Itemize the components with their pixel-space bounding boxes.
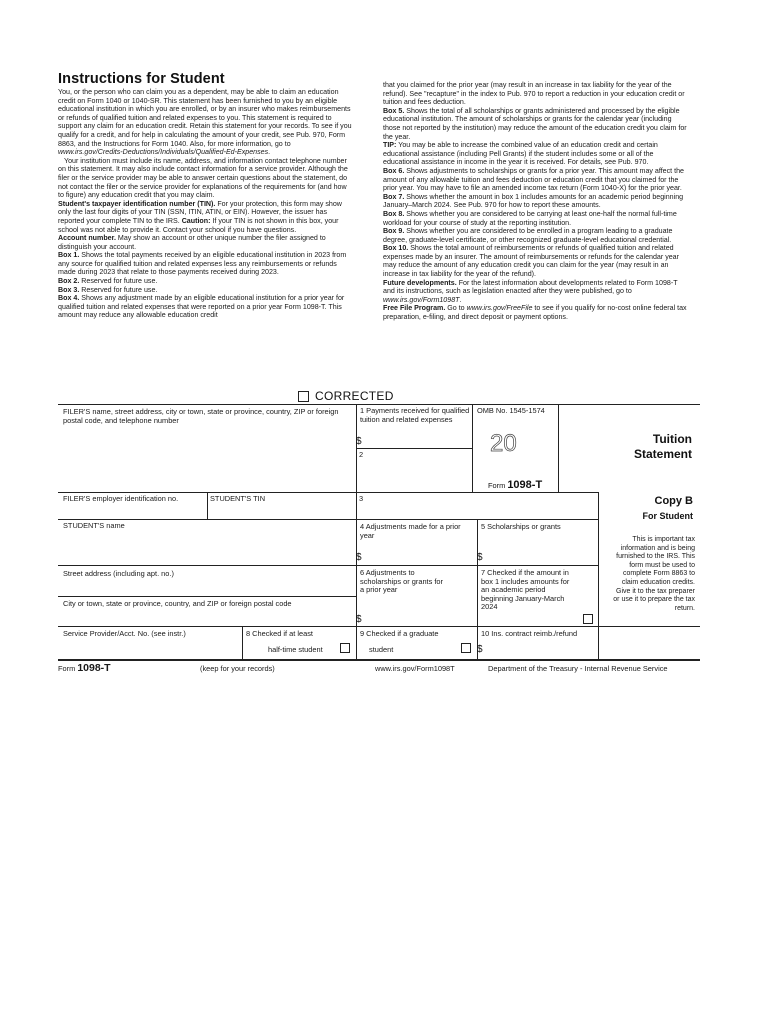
institution-paragraph: Your institution must include its name, address, and information contact telephone number on this statement. It may also include contact information for a service provider. Although the filer or the service provider may be able to answer certain questions about the statement, do not contact the filer or the service provider for explanations of the requirements for (and how to figure) any education credit that you may claim. (58, 156, 348, 200)
form1098t-link[interactable]: www.irs.gov/Form1098T (383, 295, 460, 304)
box1-payments-label: 1 Payments received for qualified tuition and related expenses (360, 406, 470, 424)
free-file-paragraph: Free File Program. Go to www.irs.gov/FreeFile to see if you qualify for no-cost online federal tax preparation, e-filing, and direct deposit or payment options. (383, 304, 687, 322)
street-address-field[interactable]: Street address (including apt. no.) (63, 569, 174, 578)
city-state-zip-field[interactable]: City or town, state or province, country, and ZIP or foreign postal code (63, 599, 292, 608)
box5-scholarships-label: 5 Scholarships or grants (481, 522, 561, 531)
box10-dollar[interactable]: $ (477, 644, 483, 655)
box2-label: 2 (359, 450, 364, 459)
footer-department: Department of the Treasury - Internal Revenue Service (488, 664, 668, 673)
box2-paragraph: Box 2. Reserved for future use. (58, 277, 158, 286)
box4-adjustments-label: 4 Adjustments made for a prior year (360, 522, 461, 540)
corrected-checkbox[interactable] (298, 391, 309, 402)
box8-paragraph: Box 8. Shows whether you are considered to be carrying at least one-half the normal full-time workload for your course of study at the reporting institution. (383, 209, 677, 227)
form-bottom-rule (58, 659, 700, 661)
box4-paragraph: Box 4. Shows any adjustment made by an eligible educational institution for a prior year for qualified tuition and related expenses that were reported on a prior year Form 1098-T. This amount may reduce any allowable education credit (58, 294, 345, 320)
future-developments-paragraph: Future developments. For the latest information about developments related to Form 1098-T and its instructions, such as legislation enacted after they were published, go to www.irs.gov/Form1098T. (383, 278, 678, 304)
box9-label: 9 Checked if a graduate student (360, 629, 439, 654)
footer-url[interactable]: www.irs.gov/Form1098T (375, 664, 455, 673)
corrected-row (298, 389, 394, 403)
box6-adjustments-label: 6 Adjustments to scholarships or grants for a prior year (360, 568, 443, 595)
credits-link[interactable]: www.irs.gov/Credits-Deductions/Individuals/Qualified-Ed-Expenses (58, 148, 269, 157)
student-tin-field[interactable]: STUDENT'S TIN (210, 494, 266, 503)
box4-continued: that you claimed for the prior year (may result in an increase in tax liability for the year of the refund). See "recapture" in the index to Pub. 970 to report a reduction in your education credit or tuition and fees deduction. (383, 81, 685, 107)
form-col-rule (207, 492, 208, 519)
box3-label: 3 (359, 494, 364, 503)
important-tax-notice: This is important tax information and is being furnished to the IRS. This form must be used to complete Form 8863 to claim education credits. Give it to the tax preparer or use it to prepare the tax return. (613, 536, 695, 612)
box8-checkbox[interactable] (340, 643, 350, 653)
form-divider (58, 492, 598, 493)
address-divider (58, 596, 356, 597)
footer-form-number: Form 1098-T (58, 662, 111, 674)
box6-dollar[interactable]: $ (356, 614, 362, 625)
box10-refund-label: 10 Ins. contract reimb./refund (481, 629, 578, 638)
tax-year: 20 (490, 430, 517, 457)
omb-number: OMB No. 1545-1574 (477, 406, 545, 415)
student-name-field[interactable]: STUDENT'S name (63, 521, 125, 530)
freefile-link[interactable]: www.irs.gov/FreeFile (466, 304, 533, 313)
form-divider (58, 626, 700, 627)
footer-keep-records: (keep for your records) (200, 664, 275, 673)
box7-paragraph: Box 7. Shows whether the amount in box 1 includes amounts for an academic period beginning January–March 2024. See Pub. 970 for how to report these amounts. (383, 192, 684, 210)
instructions-left-column (58, 88, 354, 320)
tip-paragraph: TIP: You may be able to increase the combined value of an education credit and certain educational assistance (including Pell Grants) if the student includes some or all of the educational assistance in income in the year it is received. For details, see Pub. 970. (383, 141, 658, 167)
form-number-label: Form 1098-T (488, 479, 543, 491)
box3-paragraph: Box 3. Reserved for future use. (58, 285, 158, 294)
form-divider (58, 519, 598, 520)
filer-name-field[interactable]: FILER'S name, street address, city or town, state or province, country, ZIP or foreign postal code, and telephone number (63, 407, 339, 425)
box6-paragraph: Box 6. Shows adjustments to scholarships or grants for a prior year. This amount may affect the amount of any allowable tuition and fees deduction or education credit that you claimed for the prior year. You may have to file an amended income tax return (Form 1040-X) for the prior year. (383, 166, 684, 193)
form-top-rule (58, 404, 700, 405)
form-col-rule (242, 626, 243, 660)
filer-ein-field[interactable]: FILER'S employer identification no. (63, 494, 179, 503)
form-col-rule (558, 404, 559, 492)
form-divider (356, 448, 472, 449)
box4-dollar[interactable]: $ (356, 552, 362, 563)
box1-dollar[interactable]: $ (356, 436, 362, 447)
instructions-right-column (383, 81, 689, 322)
for-student-label: For Student (642, 511, 693, 521)
box5-dollar[interactable]: $ (477, 552, 483, 563)
instructions-title: Instructions for Student (58, 71, 225, 87)
box7-checkbox[interactable] (583, 614, 593, 624)
form-col-rule (477, 519, 478, 660)
box7-label: 7 Checked if the amount in box 1 includes amounts for an academic period beginning January-March 2024 (481, 568, 570, 612)
form-title: Tuition Statement (633, 432, 692, 461)
form-divider (58, 565, 598, 566)
box9-paragraph: Box 9. Shows whether you are considered to be enrolled in a program leading to a graduate degree, graduate-level certificate, or other recognized graduate-level educational credential. (383, 227, 673, 244)
box10-paragraph: Box 10. Shows the total amount of reimbursements or refunds of qualified tuition and related expenses made by an insurer. The amount of reimbursements or refunds for the calendar year may reduce the amount of any education credit you can claim for the year (may result in an increase in tax liability for the year of the refund). (383, 244, 679, 279)
form-col-rule (472, 404, 473, 492)
box8-label: 8 Checked if at least half-time student (246, 629, 323, 654)
box1-paragraph: Box 1. Shows the total payments received by an eligible educational institution in 2023 from any source for qualified tuition and related expenses less any reimbursements or refunds made during 2023 that relate to those payments received during 2023. (58, 251, 347, 277)
tin-paragraph: Student's taxpayer identification number (TIN). For your protection, this form may show only the last four digits of your TIN (SSN, ITIN, ATIN, or EIN). However, the issuer has reported your complete TIN to the IRS. Caution: If your TIN is not shown in this box, your school was not able to provide it. Contact your school if you have questions. (58, 199, 342, 234)
copy-b-label: Copy B (654, 495, 693, 507)
box9-checkbox[interactable] (461, 643, 471, 653)
corrected-label: CORRECTED (315, 389, 394, 403)
intro-paragraph: You, or the person who can claim you as a dependent, may be able to claim an education credit on Form 1040 or 1040-SR. This statement has been furnished to you by an eligible educational institution in which you are enrolled, or by an insurer who makes reimbursements or refunds of qualified tuition and related expenses to you. This statement is required to support any claim for an education credit. Retain this statement for your records. To see if you qualify for a credit, and for help in calculating the amount of your credit, see Pub. 970, Form 8863, and the Instructions for Form 1040. Also, for more information, go to www.irs.gov/Credits-Deductions/Individuals/Qualified-Ed-Expenses. (58, 88, 352, 157)
form-col-rule (598, 492, 599, 660)
account-paragraph: Account number. May show an account or other unique number the filer assigned to distinguish your account. (58, 234, 326, 251)
box5-paragraph: Box 5. Shows the total of all scholarships or grants administered and processed by the eligible educational institution. The amount of scholarships or grants for the calendar year (including those not reported by the institution) may reduce the amount of the education credit you claim for the year. (383, 106, 687, 141)
service-provider-account-field[interactable]: Service Provider/Acct. No. (see instr.) (63, 629, 186, 638)
form-1098t-copy-b (58, 404, 700, 660)
